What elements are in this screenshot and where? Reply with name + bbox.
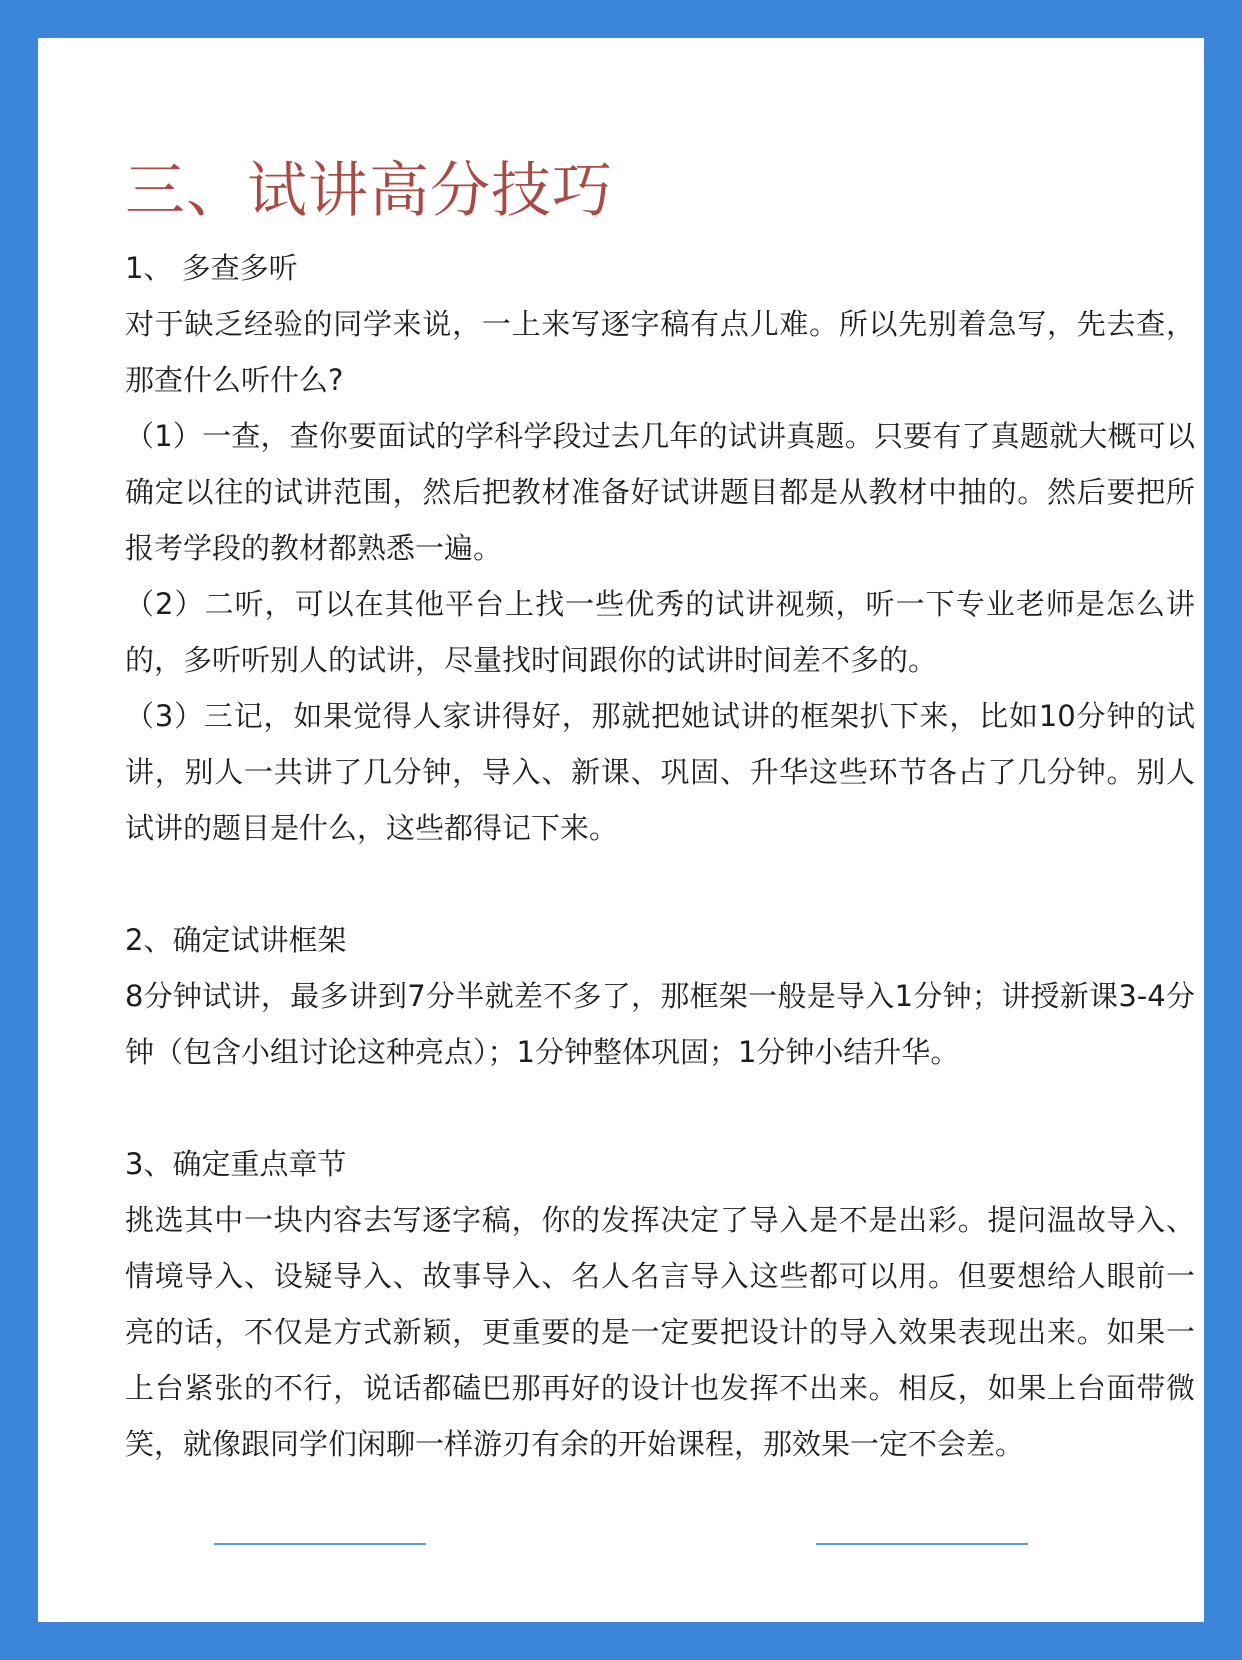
section-1 (125, 240, 1195, 856)
section-2 (125, 912, 1195, 1080)
paragraph: （3）三记，如果觉得人家讲得好，那就把她试讲的框架扒下来，比如10分钟的试讲，别人一共讲了几分钟，导入、新课、巩固、升华这些环节各占了几分钟。别人试讲的题目是什么，这些都得记下来。 (125, 699, 1195, 845)
spacer (125, 1080, 1195, 1136)
section-heading: 2、确定试讲框架 (125, 923, 347, 957)
section-3 (125, 1136, 1195, 1472)
section-heading: 3、确定重点章节 (125, 1147, 347, 1181)
paragraph: （1）一查，查你要面试的学科学段过去几年的试讲真题。只要有了真题就大概可以确定以往的试讲范围，然后把教材准备好试讲题目都是从教材中抽的。然后要把所报考学段的教材都熟悉一遍。 (125, 419, 1195, 565)
spacer (125, 856, 1195, 912)
paragraph: （2）二听，可以在其他平台上找一些优秀的试讲视频，听一下专业老师是怎么讲的，多听听别人的试讲，尽量找时间跟你的试讲时间差不多的。 (125, 587, 1195, 677)
paragraph: 8分钟试讲，最多讲到7分半就差不多了，那框架一般是导入1分钟；讲授新课3-4分钟（包含小组讨论这种亮点）；1分钟整体巩固；1分钟小结升华。 (125, 979, 1195, 1069)
page-title: 三、试讲高分技巧 (125, 156, 613, 226)
content-card (38, 38, 1204, 1622)
paragraph: 挑选其中一块内容去写逐字稿，你的发挥决定了导入是不是出彩。提问温故导入、情境导入、设疑导入、故事导入、名人名言导入这些都可以用。但要想给人眼前一亮的话，不仅是方式新颖，更重要的是一定要把设计的导入效果表现出来。如果一上台紧张的不行，说话都磕巴那再好的设计也发挥不出来。相反，如果上台面带微笑，就像跟同学们闲聊一样游刃有余的开始课程，那效果一定不会差。 (125, 1203, 1195, 1461)
decorative-rule-right (816, 1543, 1028, 1545)
decorative-rule-left (214, 1543, 426, 1545)
section-heading: 1、 多查多听 (125, 251, 298, 285)
paragraph: 对于缺乏经验的同学来说，一上来写逐字稿有点儿难。所以先别着急写，先去查，那查什么听什么? (125, 307, 1195, 397)
article (125, 156, 1195, 1472)
